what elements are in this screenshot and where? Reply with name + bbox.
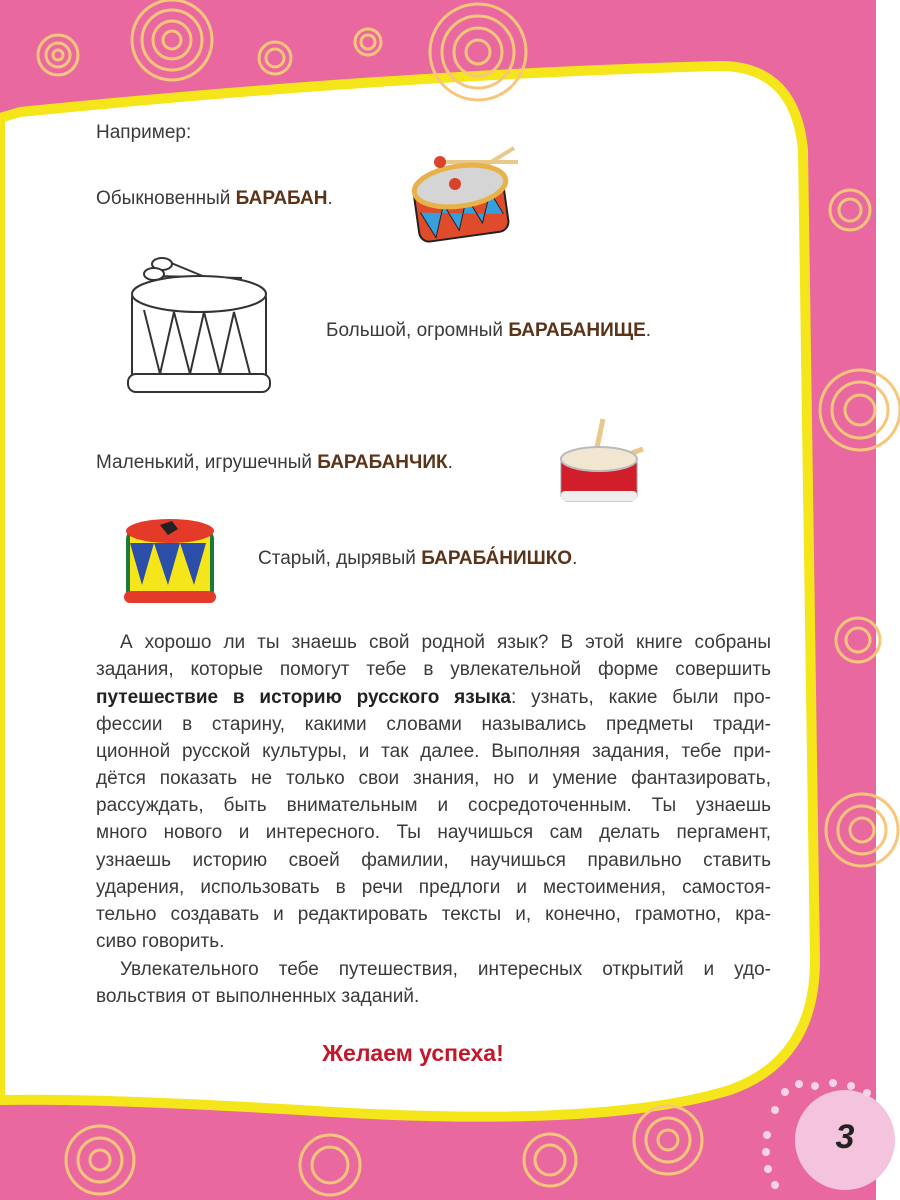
outline-drum-icon — [124, 252, 274, 402]
example-line — [326, 320, 651, 342]
colorful-drum-icon — [410, 142, 522, 247]
example-word: БАРАБАН — [235, 188, 328, 209]
example-line — [96, 452, 453, 474]
period: . — [327, 188, 333, 209]
closing-wish: Желаем успеха! — [322, 1040, 504, 1066]
text-line: задания, которые помогут тебе в увлекательной форме совершить — [96, 659, 771, 680]
text-line: рассуждать, быть внимательным и сосредоточенным. Ты узнаешь — [96, 795, 771, 816]
period: . — [447, 452, 453, 473]
example-line — [96, 188, 333, 210]
bold-phrase: путешествие в историю русского языка — [96, 687, 511, 708]
text-line: ционной русской культуры, и так далее. Выполняя задания, тебе при- — [96, 741, 771, 762]
text-line: тельно создавать и редактировать тексты и, конечно, грамотно, кра- — [96, 904, 771, 925]
text-line: фессии в старину, какими словами назывались предметы тради- — [96, 714, 771, 735]
example-text: Обыкновенный — [96, 188, 236, 209]
example-text: Большой, огромный — [326, 320, 509, 341]
text-line: дётся показать не только свои знания, но и умение фантазировать, — [96, 768, 771, 789]
text-line: узнаешь историю своей фамилии, научишься правильно ставить — [96, 850, 771, 871]
text-line: много нового и интересного. Ты научишься сам делать пергамент, — [96, 822, 771, 843]
small-red-drum-icon — [555, 415, 647, 507]
text-line: вольствия от выполненных заданий. — [96, 986, 420, 1007]
text-line: ударения, использовать в речи предлоги и местоимения, самостоя- — [96, 877, 771, 898]
intro-label: Например: — [96, 122, 192, 143]
period: . — [645, 320, 652, 341]
example-text: Маленький, игрушечный — [96, 452, 318, 473]
example-line — [258, 548, 577, 570]
old-drum-icon — [120, 515, 220, 607]
example-word: БАРАБАНИЩЕ — [508, 320, 646, 341]
text-line: А хорошо ли ты знаешь свой родной язык? В этой книге собраны — [120, 632, 771, 653]
example-word: БАРАБА́НИШКО — [421, 548, 573, 569]
period: . — [572, 548, 578, 569]
text-line: сиво говорить. — [96, 931, 225, 952]
text-line — [96, 686, 771, 710]
example-word: БАРАБАНЧИК — [317, 452, 448, 473]
example-text: Старый, дырявый — [258, 548, 422, 569]
text-fragment: : узнать, какие были про- — [510, 687, 771, 708]
page-number: 3 — [835, 1118, 855, 1156]
text-line: Увлекательного тебе путешествия, интересных открытий и удо- — [120, 959, 771, 980]
